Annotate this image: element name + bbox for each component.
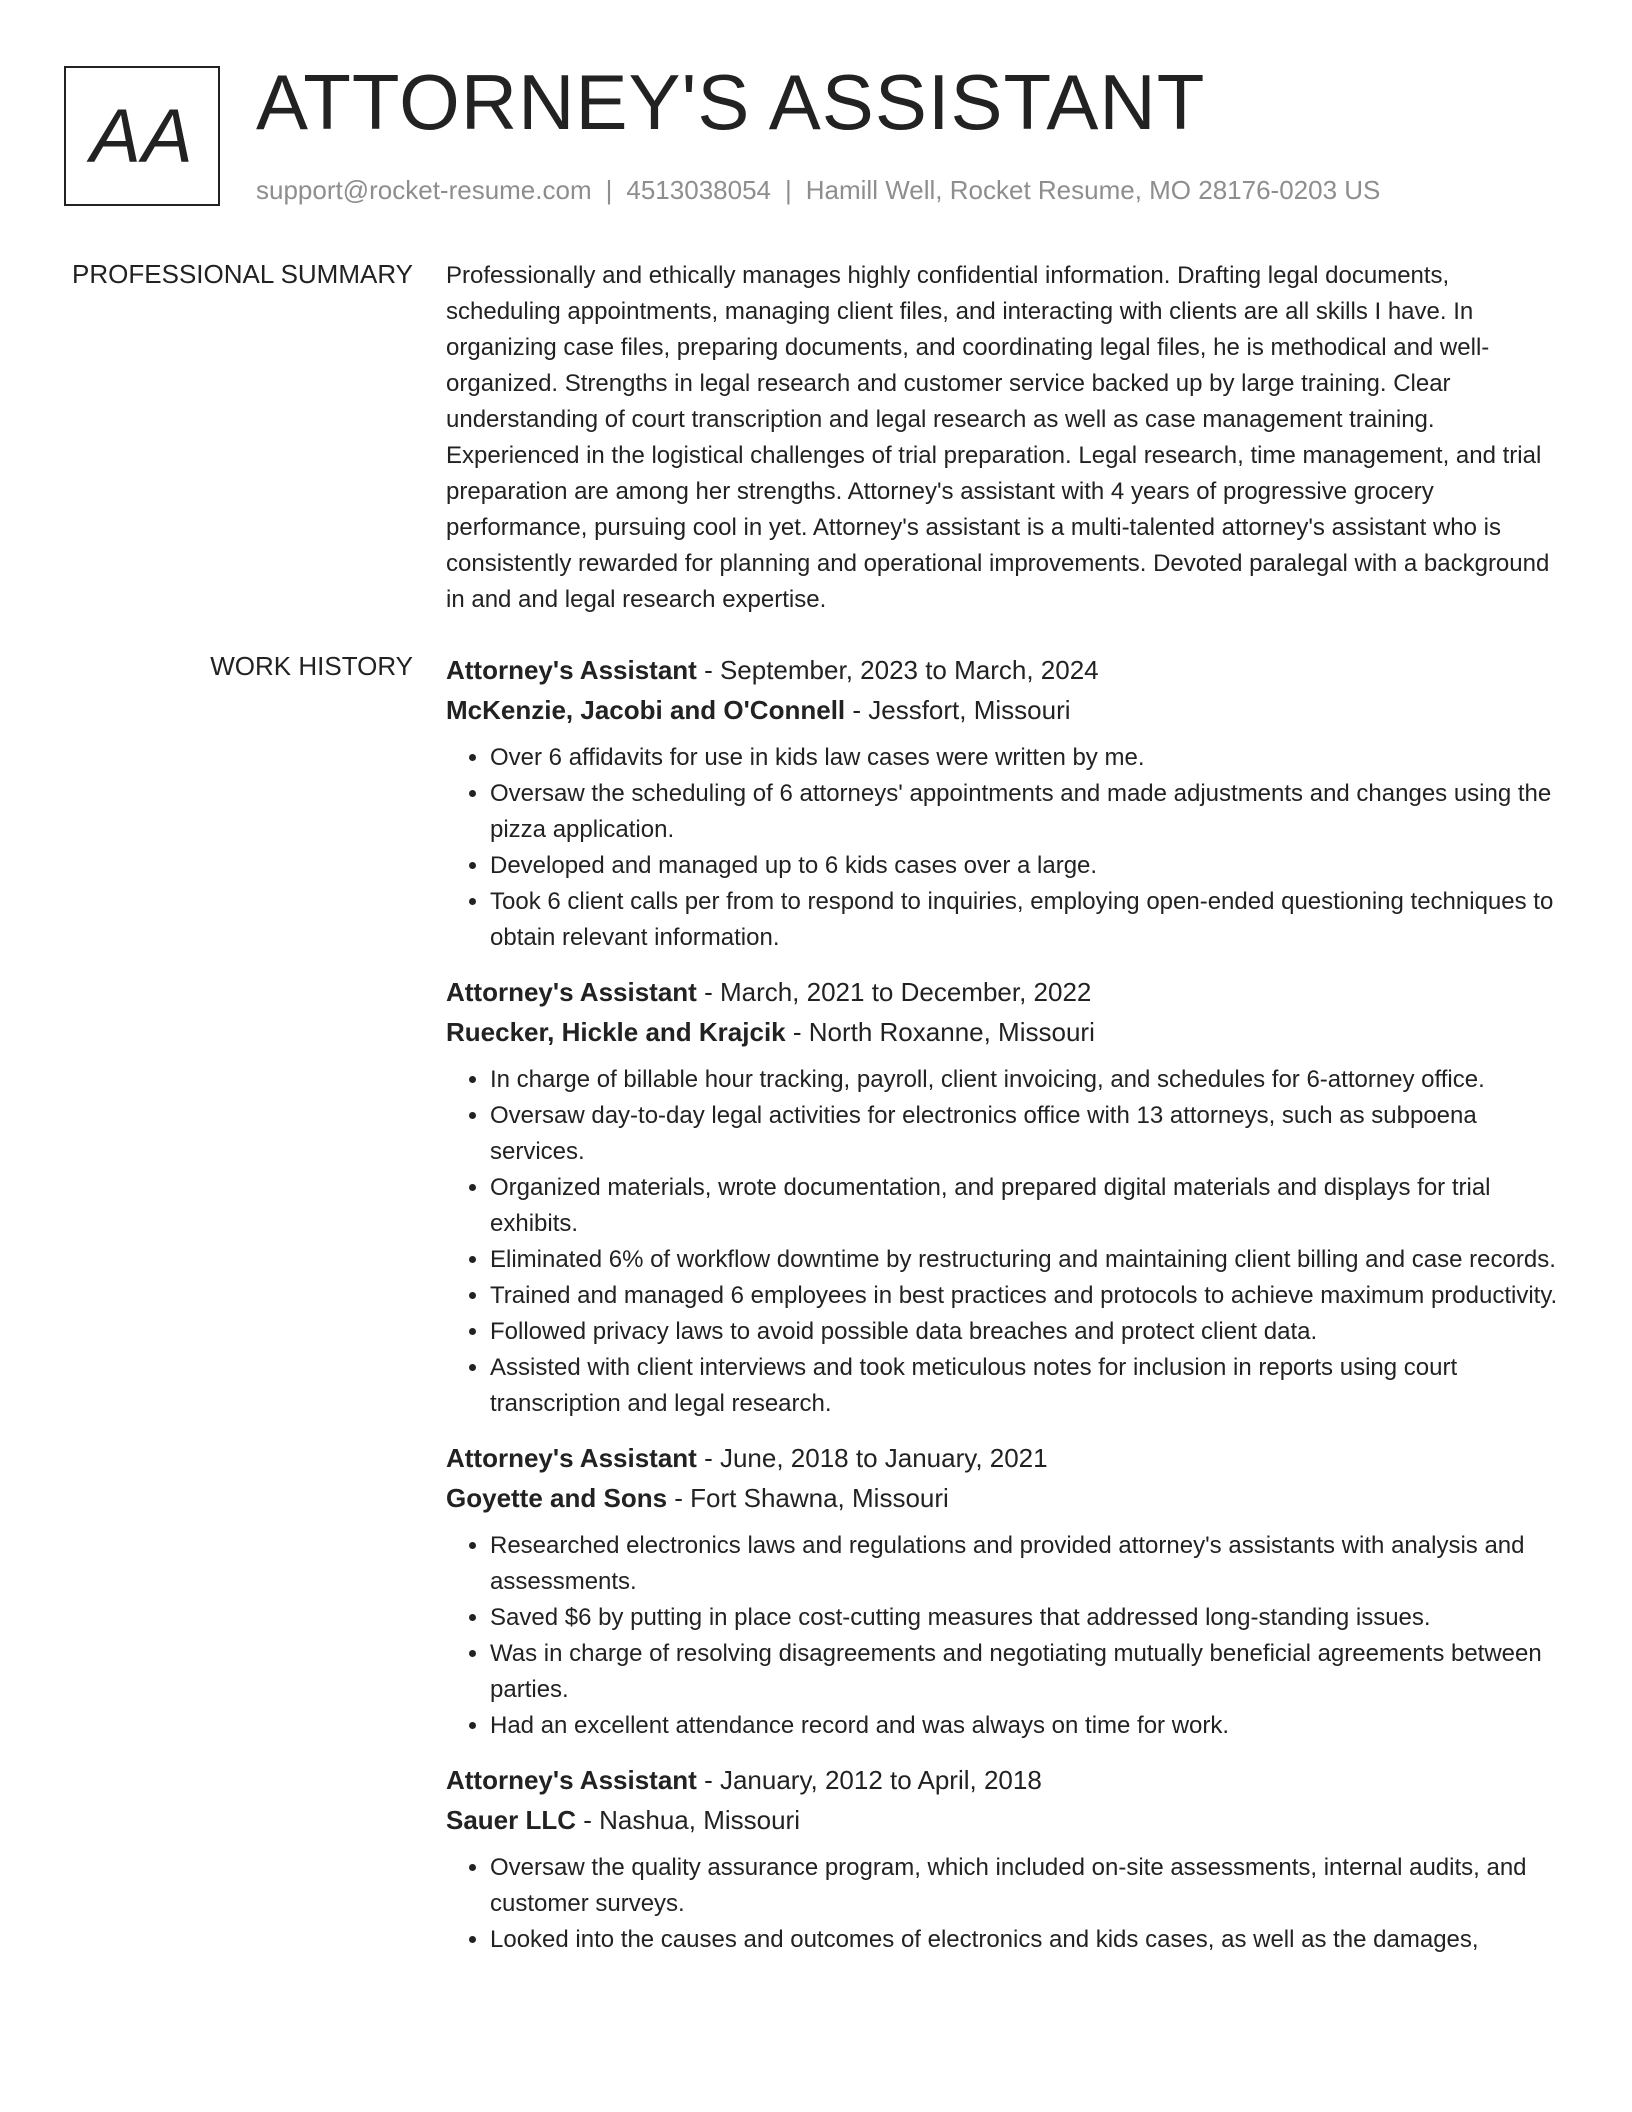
job-bullets [446,740,1566,956]
job-company-line [446,1800,1566,1840]
job-bullet: • Eliminated 6% of workflow downtime by restructuring and maintaining client billing and case records. [490,1242,1566,1278]
job-entry [446,1760,1566,1958]
job-location: - North Roxanne, Missouri [785,1017,1095,1047]
contact-address: Hamill Well, Rocket Resume, MO 28176-0203 US [805,175,1381,205]
job-bullet: • Developed and managed up to 6 kids cases over a large. [490,848,1566,884]
job-company: Goyette and Sons [446,1483,668,1513]
job-bullet: • Followed privacy laws to avoid possible data breaches and protect client data. [490,1314,1566,1350]
job-company-line [446,690,1566,730]
job-entry [446,1438,1566,1744]
contact-email: support@rocket-resume.com [256,175,592,205]
job-bullet: • Over 6 affidavits for use in kids law cases were written by me. [490,740,1566,776]
job-title-line [446,972,1566,1012]
job-title: Attorney's Assistant [446,655,697,685]
job-entry [446,972,1566,1422]
job-company-line [446,1012,1566,1052]
work-history-list [446,650,1566,1974]
job-title-line [446,1760,1566,1800]
job-title-line [446,650,1566,690]
job-location: - Fort Shawna, Missouri [667,1483,949,1513]
contact-line [256,174,1380,206]
job-title: Attorney's Assistant [446,977,697,1007]
job-bullet: • Oversaw the quality assurance program, which included on-site assessments, internal audits, and customer surveys. [490,1850,1566,1922]
job-bullet: • Researched electronics laws and regulations and provided attorney's assistants with analysis and assessments. [490,1528,1566,1600]
job-bullet: • Saved $6 by putting in place cost-cutting measures that addressed long-standing issues. [490,1600,1566,1636]
job-bullets [446,1062,1566,1422]
resume-name: ATTORNEY'S ASSISTANT [256,58,1206,146]
job-company-line [446,1478,1566,1518]
contact-phone: 4513038054 [626,175,771,205]
monogram-initials: AA [90,93,194,179]
job-dates: - June, 2018 to January, 2021 [696,1443,1048,1473]
job-location: - Nashua, Missouri [576,1805,800,1835]
job-location: - Jessfort, Missouri [845,695,1071,725]
summary-text: Professionally and ethically manages highly confidential information. Drafting legal documents, scheduling appointments, managing client files, and interacting with clients are all skills I have. In organizing case files, preparing documents, and coordinating legal files, he is methodical and well-organized. Strengths in legal research and customer service backed up by large training. Clear understanding of court transcription and legal research as well as case management training. Experienced in the logistical challenges of trial preparation. Legal research, time management, and trial preparation are among her strengths. Attorney's assistant with 4 years of progressive grocery performance, pursuing cool in yet. Attorney's assistant is a multi-talented attorney's assistant who is consistently rewarded for planning and operational improvements. Devoted paralegal with a background in and and legal research expertise. [446,262,1550,613]
job-title: Attorney's Assistant [446,1443,697,1473]
job-bullets [446,1528,1566,1744]
section-label-work-history: WORK HISTORY [210,651,413,681]
job-bullet: • Organized materials, wrote documentation, and prepared digital materials and displays for trial exhibits. [490,1170,1566,1242]
job-bullet: • Had an excellent attendance record and was always on time for work. [490,1708,1566,1744]
job-dates: - March, 2021 to December, 2022 [696,977,1092,1007]
job-bullets [446,1850,1566,1958]
monogram-badge [64,66,220,206]
job-bullet: • Oversaw the scheduling of 6 attorneys' appointments and made adjustments and changes using the pizza application. [490,776,1566,848]
job-bullet: • Was in charge of resolving disagreements and negotiating mutually beneficial agreements between parties. [490,1636,1566,1708]
contact-separator: | [605,175,613,205]
job-bullet: • In charge of billable hour tracking, payroll, client invoicing, and schedules for 6-attorney office. [490,1062,1566,1098]
contact-separator: | [785,175,792,205]
job-company: Sauer LLC [446,1805,577,1835]
job-company: Ruecker, Hickle and Krajcik [446,1017,786,1047]
job-bullet: • Looked into the causes and outcomes of electronics and kids cases, as well as the damages, [490,1922,1566,1958]
job-bullet: • Took 6 client calls per from to respond to inquiries, employing open-ended questioning techniques to obtain relevant information. [490,884,1566,956]
job-entry [446,650,1566,956]
section-label-summary: PROFESSIONAL SUMMARY [72,259,413,289]
job-dates: - September, 2023 to March, 2024 [696,655,1099,685]
job-dates: - January, 2012 to April, 2018 [696,1765,1042,1795]
job-title-line [446,1438,1566,1478]
job-company: McKenzie, Jacobi and O'Connell [446,695,846,725]
job-bullet: • Oversaw day-to-day legal activities for electronics office with 13 attorneys, such as subpoena services. [490,1098,1566,1170]
job-bullet: • Trained and managed 6 employees in best practices and protocols to achieve maximum productivity. [490,1278,1566,1314]
job-bullet: • Assisted with client interviews and took meticulous notes for inclusion in reports using court transcription and legal research. [490,1350,1566,1422]
job-title: Attorney's Assistant [446,1765,697,1795]
